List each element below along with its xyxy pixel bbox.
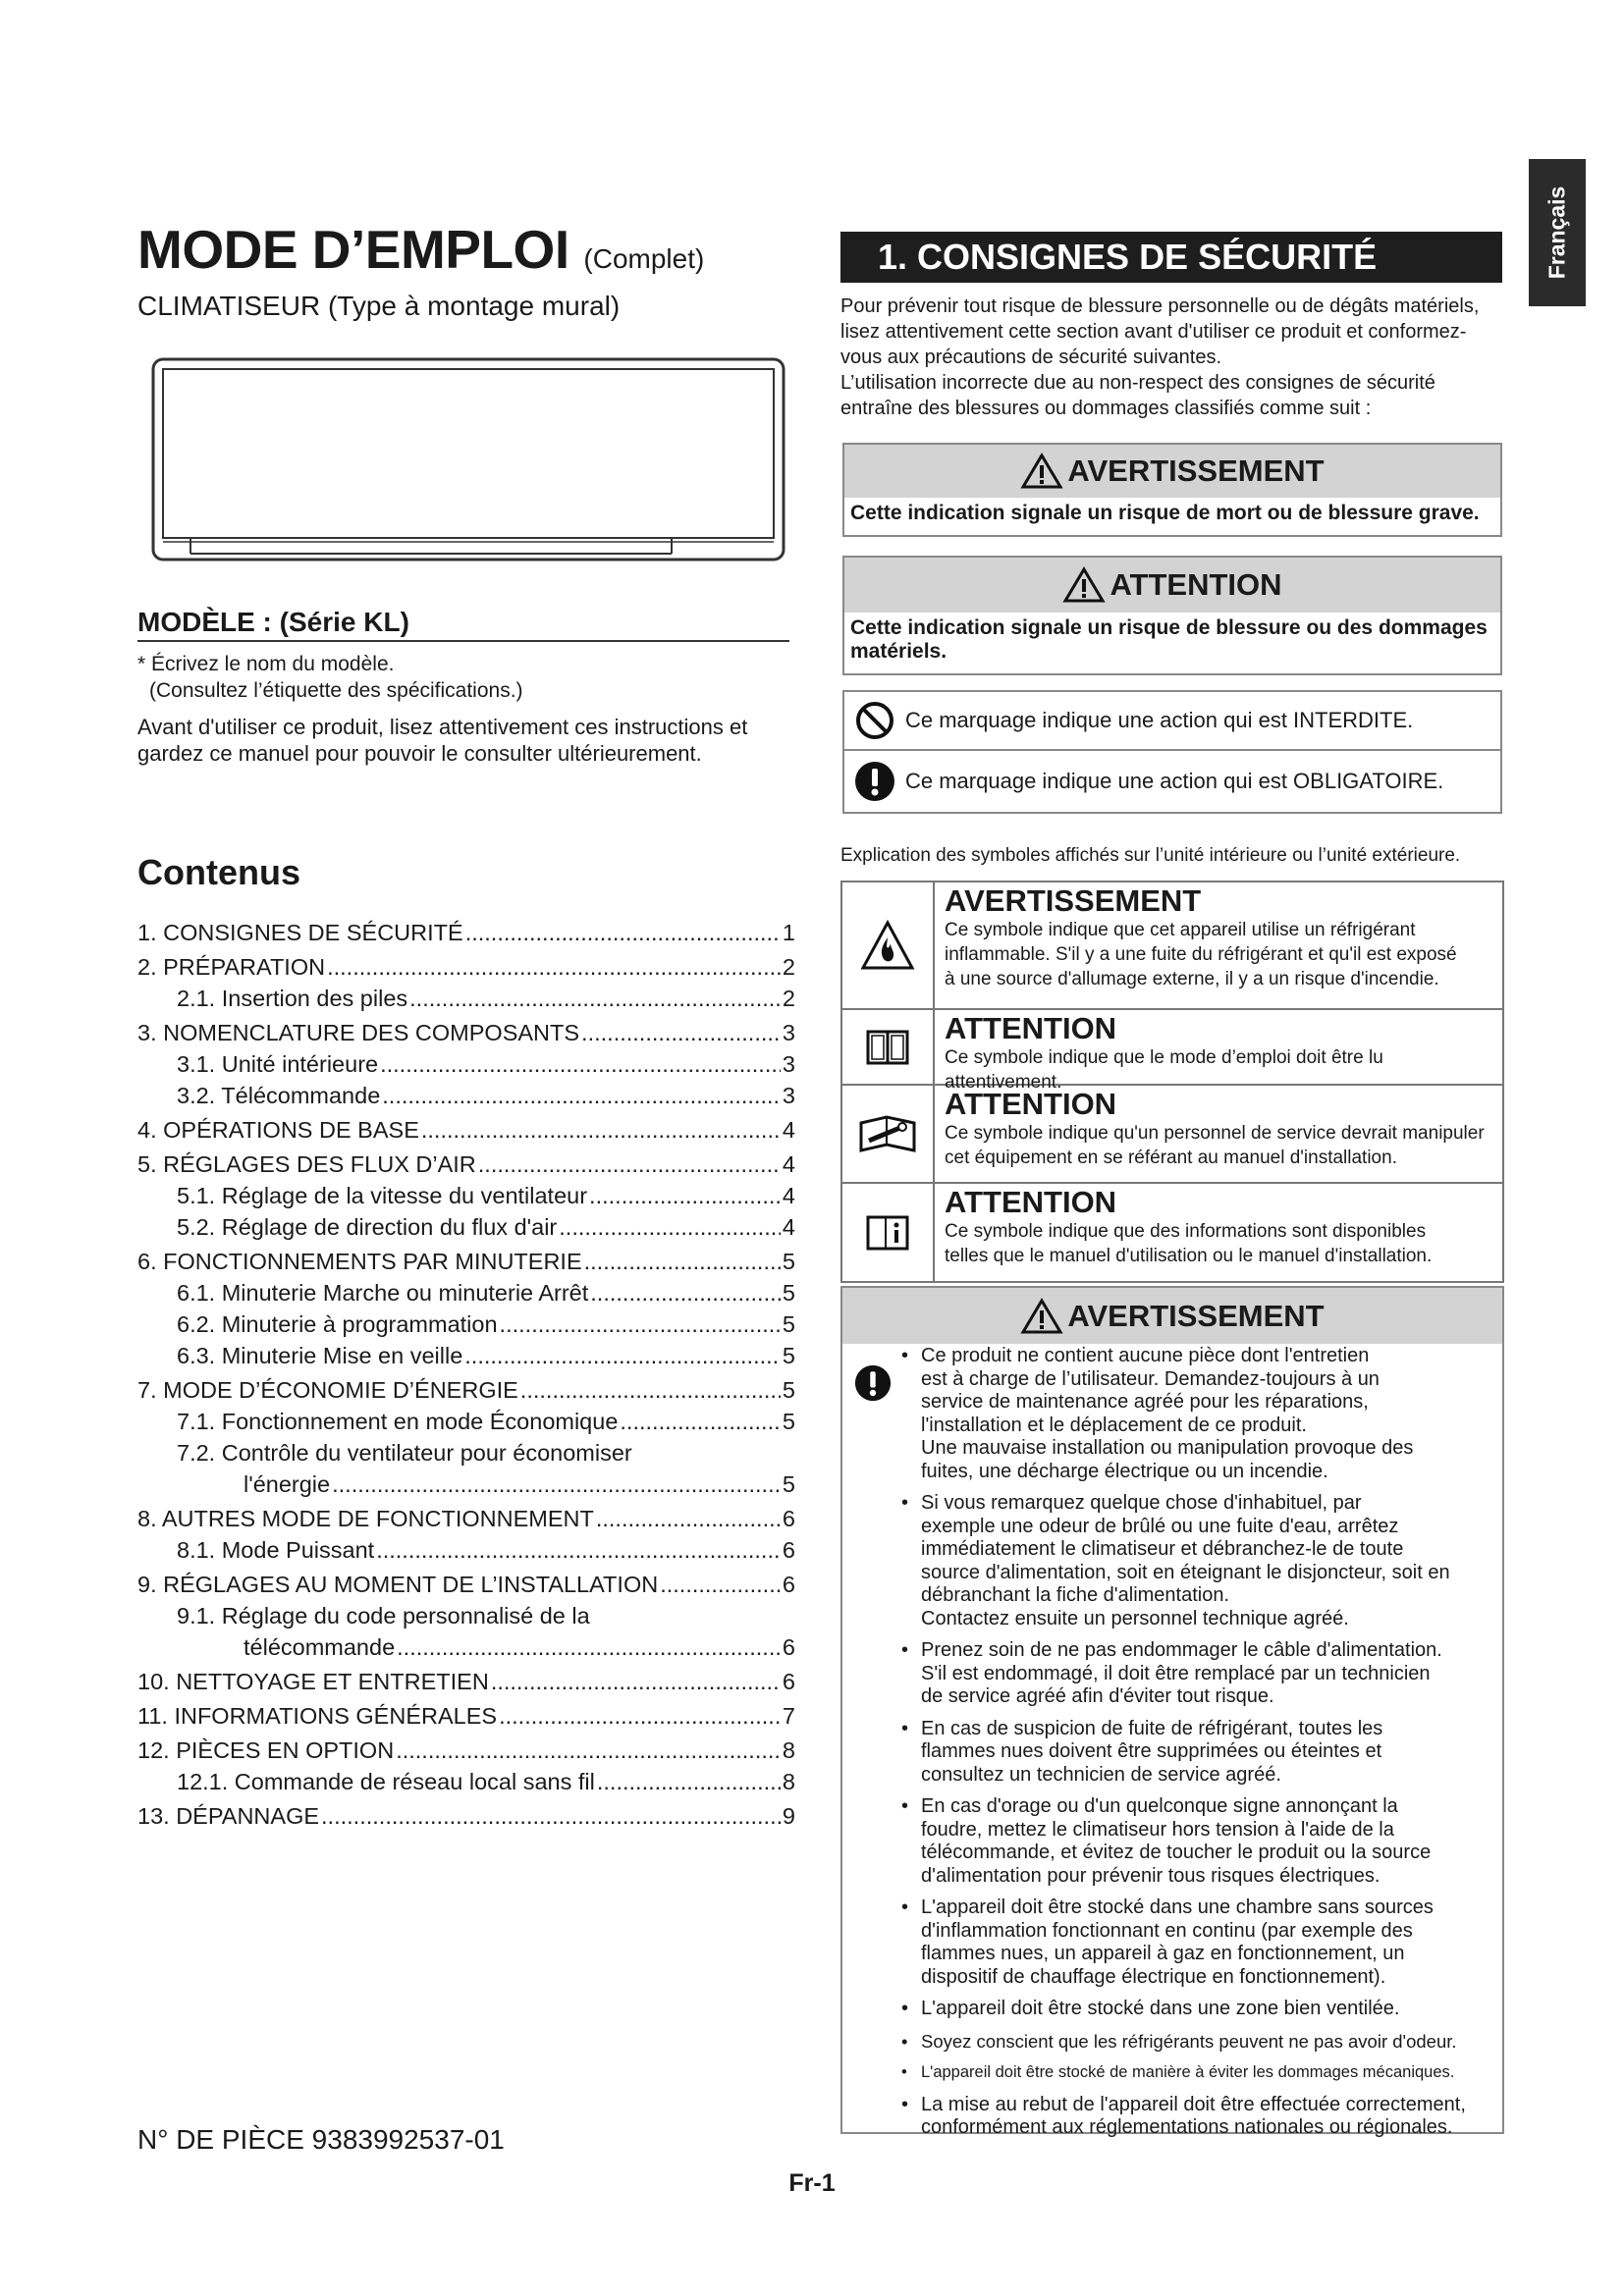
- symbol-desc-line: Ce symbole indique que cet appareil utilise un réfrigérant: [945, 920, 1416, 940]
- toc-item[interactable]: 9. RÉGLAGES AU MOMENT DE L’INSTALLATION ..... 6: [137, 1572, 795, 1603]
- symbol-row-manual: [842, 1010, 1502, 1093]
- safety-intro-p2: L’utilisation incorrecte due au non-respect des consignes de sécurité entraîne des blessures ou dommages classifiés comme suit :: [840, 372, 1435, 419]
- symbol-title: ATTENTION: [945, 1011, 1117, 1045]
- warnings-header: [842, 1288, 1502, 1344]
- part-number: N° DE PIÈCE 9383992537-01: [137, 2124, 505, 2155]
- toc-item[interactable]: 6.2. Minuterie à programmation ..... 5: [137, 1311, 795, 1343]
- symbol-row-flammable: [842, 882, 1502, 1010]
- warning-item: • Ce produit ne contient aucune pièce dont l'entretien est à charge de l’utilisateur. Demandez-toujours à un service de maintenance agréé pour les réparations, l'installation et le déplacement de ce produit. Une mauvaise installation ou manipulation provoque des fuites, une décharge électrique ou un incendie.: [901, 1345, 1490, 1483]
- symbol-desc-line: telles que le manuel d'utilisation ou le manuel d'installation.: [945, 1246, 1433, 1266]
- air-conditioner-illustration: [151, 357, 785, 563]
- toc-item-continued[interactable]: l'énergie ..... 5: [137, 1471, 795, 1503]
- toc-item[interactable]: 1. CONSIGNES DE SÉCURITÉ ..... 1: [137, 920, 795, 951]
- symbol-row-service: [842, 1086, 1502, 1184]
- toc-item[interactable]: 5. RÉGLAGES DES FLUX D’AIR ..... 4: [137, 1151, 795, 1183]
- safety-intro-p1: Pour prévenir tout risque de blessure personnelle ou de dégâts matériels, lisez attentivement cette section avant d'utiliser ce produit et conformez-vous aux précautions de sécurité suivantes.: [840, 295, 1480, 368]
- toc-item[interactable]: 13. DÉPANNAGE ..... 9: [137, 1803, 795, 1835]
- model-label: MODÈLE : (Série KL): [137, 607, 789, 642]
- caution-definition-title: ATTENTION: [1110, 567, 1282, 602]
- toc-item[interactable]: 10. NETTOYAGE ET ENTRETIEN ..... 6: [137, 1669, 795, 1700]
- document-title: [137, 218, 704, 281]
- warning-item: • Soyez conscient que les réfrigérants peuvent ne pas avoir d'odeur.: [901, 2030, 1490, 2054]
- symbols-explanation: Explication des symboles affichés sur l’unité intérieure ou l’unité extérieure.: [840, 845, 1461, 866]
- document-title-suffix: (Complet): [583, 243, 705, 274]
- contents-title: Contenus: [137, 852, 300, 892]
- symbol-title: AVERTISSEMENT: [945, 883, 1202, 918]
- model-intro-text: Avant d'utiliser ce produit, lisez attentivement ces instructions et gardez ce manuel pour pouvoir le consulter ultérieurement.: [137, 715, 748, 766]
- flammable-warning-icon: [860, 920, 915, 971]
- caution-definition-text: Cette indication signale un risque de blessure ou des dommages matériels.: [850, 616, 1488, 663]
- section-heading-safety: 1. CONSIGNES DE SÉCURITÉ: [840, 232, 1502, 283]
- toc-item[interactable]: 5.2. Réglage de direction du flux d'air ..... 4: [137, 1214, 795, 1246]
- safety-intro: [840, 294, 1500, 421]
- warning-definition-text: Cette indication signale un risque de mort ou de blessure grave.: [850, 502, 1480, 524]
- toc-item[interactable]: 2.1. Insertion des piles ..... 2: [137, 986, 795, 1017]
- prohibited-row: [844, 692, 1500, 751]
- manual-book-icon: [864, 1028, 911, 1067]
- toc-item[interactable]: 2. PRÉPARATION ..... 2: [137, 954, 795, 986]
- warning-triangle-icon: [1020, 1298, 1063, 1335]
- warning-item: • L'appareil doit être stocké de manière à éviter les dommages mécaniques.: [901, 2061, 1490, 2085]
- symbol-table: [840, 881, 1504, 1283]
- caution-triangle-icon: [1062, 566, 1106, 604]
- symbol-title: ATTENTION: [945, 1087, 1117, 1121]
- warnings-box: [840, 1286, 1504, 2138]
- warning-item: • La mise au rebut de l'appareil doit être effectuée correctement, conformément aux réglementations nationales ou régionales.: [901, 2094, 1490, 2140]
- prohibited-text: Ce marquage indique une action qui est INTERDITE.: [905, 708, 1414, 732]
- language-tab-label: Français: [1543, 186, 1570, 280]
- toc-item[interactable]: 6.3. Minuterie Mise en veille ..... 5: [137, 1343, 795, 1374]
- symbol-desc-line: à une source d'allumage externe, il y a un risque d'incendie.: [945, 969, 1439, 989]
- toc-item[interactable]: 3. NOMENCLATURE DES COMPOSANTS ..... 3: [137, 1020, 795, 1051]
- toc-item[interactable]: 6. FONCTIONNEMENTS PAR MINUTERIE ..... 5: [137, 1249, 795, 1280]
- warning-definition-title: AVERTISSEMENT: [1067, 454, 1325, 488]
- info-manual-icon: [864, 1213, 911, 1253]
- model-note-line2: (Consultez l’étiquette des spécifications.): [149, 679, 523, 702]
- toc-item[interactable]: 7.2. Contrôle du ventilateur pour économiser: [177, 1440, 632, 1466]
- service-manual-icon: [857, 1111, 918, 1156]
- caution-definition-box: [842, 556, 1502, 675]
- symbol-desc-line: Ce symbole indique que des informations sont disponibles: [945, 1221, 1427, 1242]
- document-title-main: MODE D’EMPLOI: [137, 219, 569, 280]
- toc-item[interactable]: 3.2. Télécommande ..... 3: [137, 1083, 795, 1114]
- toc-item[interactable]: 7.1. Fonctionnement en mode Économique ..... 5: [137, 1409, 795, 1440]
- model-note-line1: * Écrivez le nom du modèle.: [137, 653, 395, 675]
- document-subtitle: CLIMATISEUR (Type à montage mural): [137, 291, 621, 321]
- symbol-meaning-box: [842, 690, 1502, 814]
- toc-item[interactable]: 8. AUTRES MODE DE FONCTIONNEMENT ..... 6: [137, 1506, 795, 1537]
- table-of-contents: [137, 917, 795, 1835]
- toc-item[interactable]: 12. PIÈCES EN OPTION ..... 8: [137, 1737, 795, 1769]
- symbol-desc-line: Ce symbole indique qu'un personnel de service devrait manipuler: [945, 1123, 1485, 1144]
- warnings-title: AVERTISSEMENT: [1067, 1298, 1325, 1333]
- mandatory-row: [844, 751, 1500, 812]
- symbol-desc-line: Ce symbole indique que le mode d’emploi doit être lu attentivement.: [945, 1047, 1383, 1093]
- warning-triangle-icon: [1020, 453, 1063, 490]
- prohibited-icon: [854, 700, 895, 741]
- model-note: [137, 651, 523, 704]
- toc-item-continued[interactable]: télécommande ..... 6: [137, 1634, 795, 1666]
- warning-item: • Prenez soin de ne pas endommager le câble d'alimentation. S'il est endommagé, il doit être remplacé par un technicien de service agréé afin d'éviter tout risque.: [901, 1639, 1490, 1709]
- toc-item[interactable]: 12.1. Commande de réseau local sans fil ..... 8: [137, 1769, 795, 1800]
- language-tab: [1529, 159, 1586, 306]
- warning-item: • L'appareil doit être stocké dans une zone bien ventilée.: [901, 1998, 1490, 2021]
- warning-definition-header: [844, 445, 1500, 498]
- mandatory-icon: [854, 1364, 892, 1402]
- symbol-desc-line: inflammable. S'il y a une fuite du réfrigérant et qu'il est exposé: [945, 944, 1457, 965]
- symbol-title: ATTENTION: [945, 1185, 1117, 1219]
- toc-item[interactable]: 8.1. Mode Puissant ..... 6: [137, 1537, 795, 1569]
- warnings-list: [901, 1345, 1490, 2149]
- toc-item[interactable]: 7. MODE D’ÉCONOMIE D’ÉNERGIE ..... 5: [137, 1377, 795, 1409]
- warning-item: • En cas d'orage ou d'un quelconque signe annonçant la foudre, mettez le climatiseur hors tension à l'aide de la télécommande, et évitez de toucher le produit ou la source d'alimentation pour prévenir tous risques électriques.: [901, 1795, 1490, 1888]
- toc-item[interactable]: 6.1. Minuterie Marche ou minuterie Arrêt ..... 5: [137, 1280, 795, 1311]
- warning-item: • L'appareil doit être stocké dans une chambre sans sources d'inflammation fonctionnant en continu (par exemple des flammes nues, un appareil à gaz en fonctionnement, un dispositif de chauffage électrique en fonctionnement).: [901, 1896, 1490, 1989]
- caution-definition-header: [844, 558, 1500, 613]
- warning-item: • En cas de suspicion de fuite de réfrigérant, toutes les flammes nues doivent être supprimées ou éteintes et consultez un technicien de service agréé.: [901, 1718, 1490, 1788]
- symbol-desc-line: cet équipement en se référant au manuel d'installation.: [945, 1148, 1397, 1168]
- warning-definition-box: [842, 443, 1502, 537]
- warning-item: • Si vous remarquez quelque chose d'inhabituel, par exemple une odeur de brûlé ou une fuite d'eau, arrêtez immédiatement le climatiseur et débranchez-le de toute source d'alimentation, soit en éteignant le disjoncteur, soit en débranchant la fiche d'alimentation. Contactez ensuite un personnel technique agréé.: [901, 1492, 1490, 1630]
- toc-item[interactable]: 5.1. Réglage de la vitesse du ventilateur ..... 4: [137, 1183, 795, 1214]
- symbol-row-info: [842, 1184, 1502, 1281]
- toc-item[interactable]: 11. INFORMATIONS GÉNÉRALES ..... 7: [137, 1703, 795, 1735]
- page-number: Fr-1: [788, 2169, 836, 2197]
- toc-item[interactable]: 4. OPÉRATIONS DE BASE ..... 4: [137, 1117, 795, 1148]
- mandatory-icon: [854, 761, 895, 802]
- mandatory-text: Ce marquage indique une action qui est OBLIGATOIRE.: [905, 769, 1444, 793]
- toc-item[interactable]: 3.1. Unité intérieure ..... 3: [137, 1051, 795, 1083]
- toc-item[interactable]: 9.1. Réglage du code personnalisé de la: [177, 1603, 590, 1629]
